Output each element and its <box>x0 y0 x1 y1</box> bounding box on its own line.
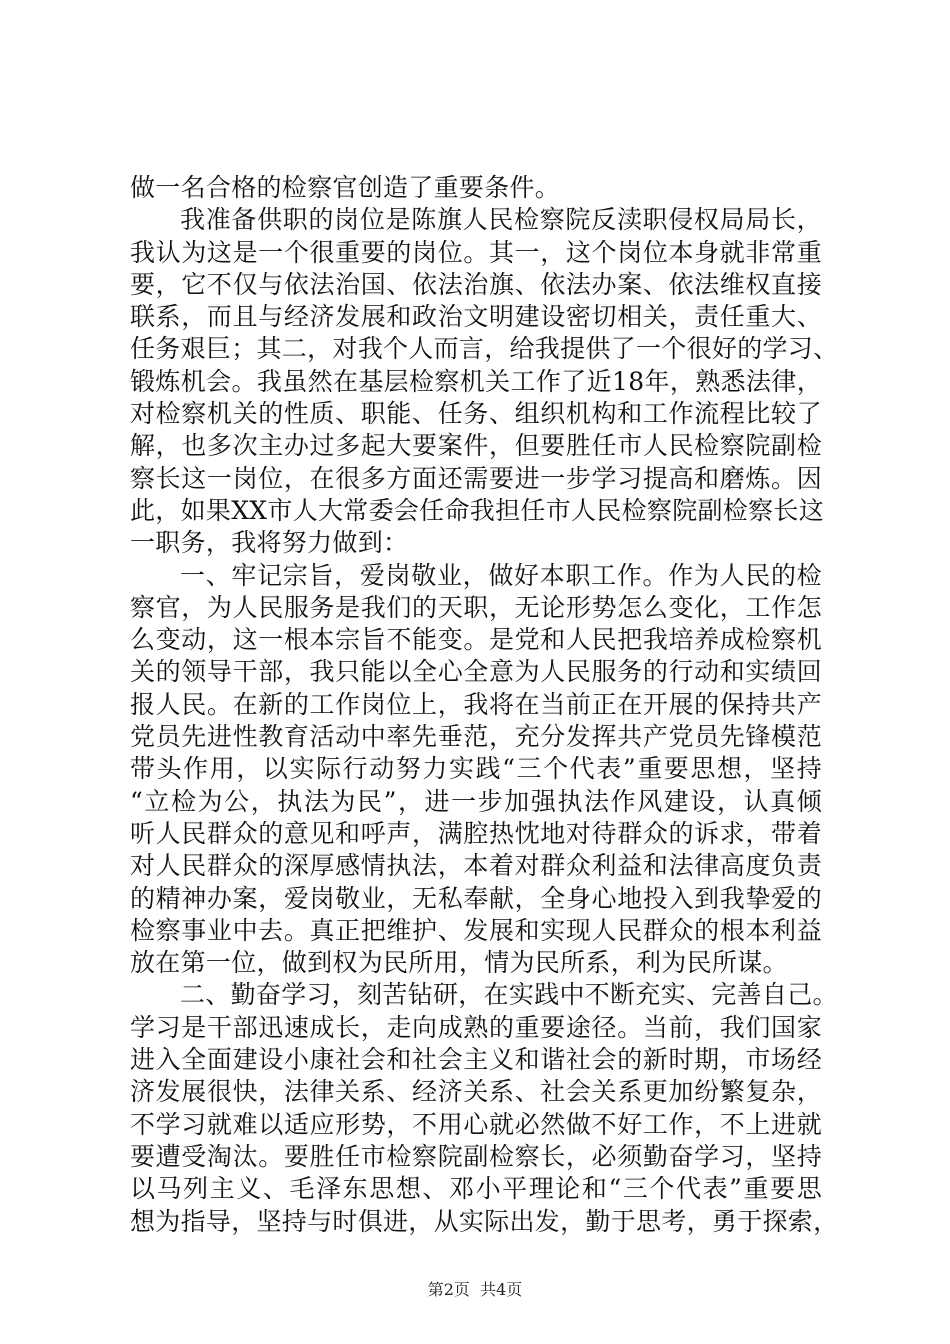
text-line: 党员先进性教育活动中率先垂范，充分发挥共产党员先锋模范 <box>130 722 822 752</box>
page-number-footer: 第2页 共4页 <box>427 1280 523 1299</box>
text-line: “立检为公，执法为民”，进一步加强执法作风建设，认真倾 <box>130 786 822 816</box>
text-line: 带头作用，以实际行动努力实践“三个代表”重要思想，坚持 <box>130 754 822 784</box>
text-line: 任务艰巨；其二，对我个人而言，给我提供了一个很好的学习、 <box>130 334 839 364</box>
document-body <box>130 172 839 1238</box>
text-line: 我认为这是一个很重要的岗位。其一，这个岗位本身就非常重 <box>130 237 822 267</box>
text-line: 二、勤奋学习，刻苦钻研，在实践中不断充实、完善自己。 <box>180 980 838 1010</box>
text-line: 对检察机关的性质、职能、任务、组织机构和工作流程比较了 <box>130 399 822 429</box>
text-line: 报人民。在新的工作岗位上，我将在当前正在开展的保持共产 <box>130 689 822 719</box>
text-line: 听人民群众的意见和呼声，满腔热忱地对待群众的诉求，带着 <box>130 818 822 848</box>
text-line: 察官，为人民服务是我们的天职，无论形势怎么变化，工作怎 <box>130 592 822 622</box>
text-line: 一职务，我将努力做到： <box>130 528 409 558</box>
text-line: 济发展很快，法律关系、经济关系、社会关系更加纷繁复杂， <box>130 1077 822 1107</box>
text-line: 关的领导干部，我只能以全心全意为人民服务的行动和实绩回 <box>130 657 822 687</box>
text-line: 学习是干部迅速成长，走向成熟的重要途径。当前，我们国家 <box>130 1012 822 1042</box>
text-line: 检察事业中去。真正把维护、发展和实现人民群众的根本利益 <box>130 915 822 945</box>
text-line: 察长这一岗位，在很多方面还需要进一步学习提高和磨炼。因 <box>130 463 822 493</box>
text-line: 放在第一位，做到权为民所用，情为民所系，利为民所谋。 <box>130 948 788 978</box>
text-line: 对人民群众的深厚感情执法，本着对群众利益和法律高度负责 <box>130 851 822 881</box>
text-line: 以马列主义、毛泽东思想、邓小平理论和“三个代表”重要思 <box>130 1174 822 1204</box>
text-line: 么变动，这一根本宗旨不能变。是党和人民把我培养成检察机 <box>130 625 822 655</box>
text-line: 不学习就难以适应形势，不用心就必然做不好工作，不上进就 <box>130 1109 822 1139</box>
text-line: 做一名合格的检察官创造了重要条件。 <box>130 173 561 202</box>
text-line: 要，它不仅与依法治国、依法治旗、依法办案、依法维权直接 <box>130 269 822 299</box>
text-line: 想为指导，坚持与时俱进，从实际出发，勤于思考，勇于探索， <box>130 1206 839 1236</box>
text-line: 解，也多次主办过多起大要案件，但要胜任市人民检察院副检 <box>130 431 822 461</box>
text-line: 一、牢记宗旨，爱岗敬业，做好本职工作。作为人民的检 <box>180 560 822 590</box>
text-line: 锻炼机会。我虽然在基层检察机关工作了近18年，熟悉法律， <box>130 366 822 396</box>
text-line: 要遭受淘汰。要胜任市检察院副检察长，必须勤奋学习，坚持 <box>130 1141 822 1171</box>
text-line: 进入全面建设小康社会和社会主义和谐社会的新时期，市场经 <box>130 1045 822 1075</box>
text-line: 的精神办案，爱岗敬业，无私奉献，全身心地投入到我挚爱的 <box>130 883 822 913</box>
text-line: 联系，而且与经济发展和政治文明建设密切相关，责任重大、 <box>130 302 822 332</box>
text-line: 我准备供职的岗位是陈旗人民检察院反渎职侵权局局长， <box>180 205 822 235</box>
text-line: 此，如果XX市人大常委会任命我担任市人民检察院副检察长这 <box>130 495 824 525</box>
